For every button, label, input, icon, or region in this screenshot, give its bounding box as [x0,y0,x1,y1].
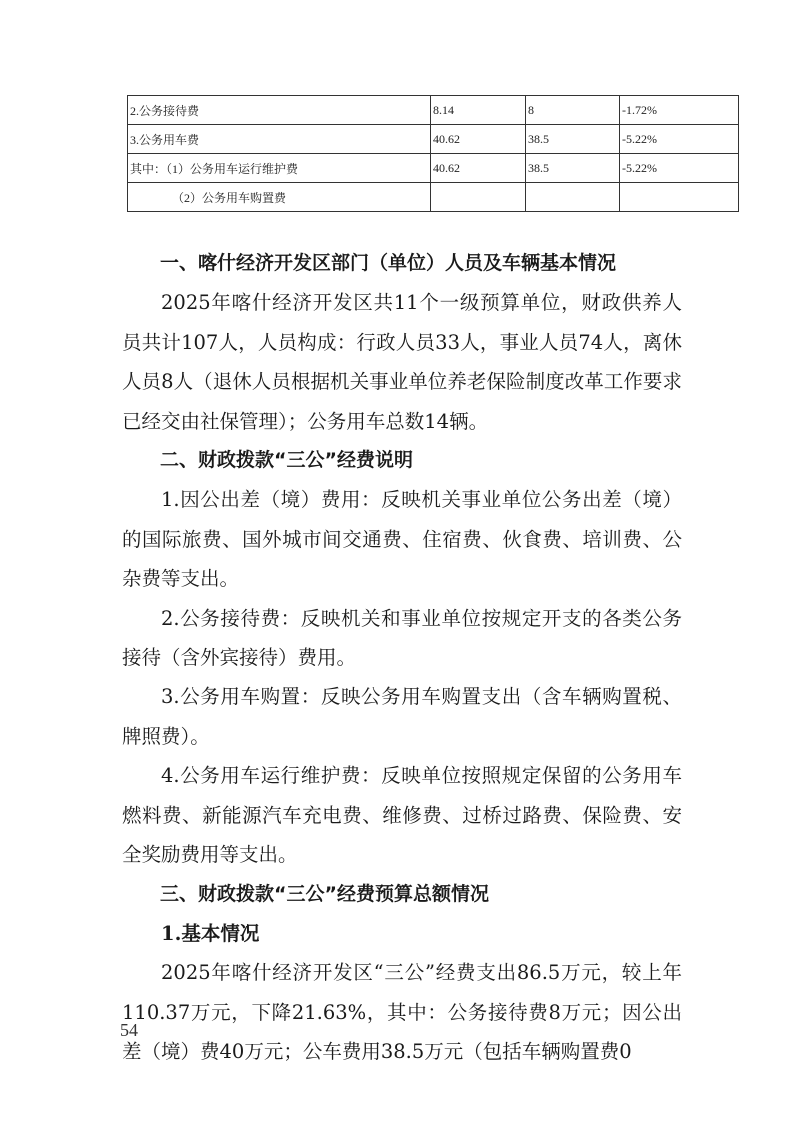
table-cell: 2.公务接待费 [128,96,431,125]
subsection-heading: 1.基本情况 [161,921,260,945]
section-heading: 二、财政拨款“三公”经费说明 [160,449,413,472]
table-cell: 3.公务用车费 [128,125,431,154]
table-cell [620,183,739,212]
table-row [128,183,739,212]
document-body [122,244,682,1072]
table-cell: -5.22% [620,125,739,154]
paragraph: 3.公务用车购置：反映公务用车购置支出（含车辆购置税、牌照费）。 [122,685,682,748]
table-row [128,154,739,183]
section-heading: 一、喀什经济开发区部门（单位）人员及车辆基本情况 [160,252,617,274]
table-cell: -5.22% [620,154,739,183]
table-cell [526,183,620,212]
table-cell [431,183,526,212]
paragraph: 1.因公出差（境）费用：反映机关事业单位公务出差（境）的国际旅费、国外城市间交通费、住宿费、伙食费、培训费、公杂费等支出。 [122,488,682,591]
table-cell: 38.5 [526,154,620,183]
paragraph: 4.公务用车运行维护费：反映单位按照规定保留的公务用车燃料费、新能源汽车充电费、维修费、过桥过路费、保险费、安全奖励费用等支出。 [122,764,682,867]
table-cell: 40.62 [431,125,526,154]
table-cell: 其中：（1）公务用车运行维护费 [128,154,431,183]
table-row [128,96,739,125]
table-cell: 8.14 [431,96,526,125]
paragraph: 2025年喀什经济开发区共11个一级预算单位，财政供养人员共计107人，人员构成：行政人员33人，事业人员74人，离休人员8人（退休人员根据机关事业单位养老保险制度改革工作要求已经交由社保管理）；公务用车总数14辆。 [122,291,682,433]
table-row [128,125,739,154]
table-cell: 40.62 [431,154,526,183]
table-cell: 8 [526,96,620,125]
table-cell: （2）公务用车购置费 [128,183,431,212]
paragraph: 2025年喀什经济开发区“三公”经费支出86.5万元，较上年110.37万元，下降21.63%，其中：公务接待费8万元；因公出差（境）费40万元；公车费用38.5万元（包括车辆购置费0 [122,961,682,1064]
expense-table [127,95,739,212]
table-cell: 38.5 [526,125,620,154]
page-number: 54 [120,1020,138,1040]
paragraph: 2.公务接待费：反映机关和事业单位按规定开支的各类公务接待（含外宾接待）费用。 [122,606,682,670]
section-heading: 三、财政拨款“三公”经费预算总额情况 [160,882,489,905]
table-cell: -1.72% [620,96,739,125]
